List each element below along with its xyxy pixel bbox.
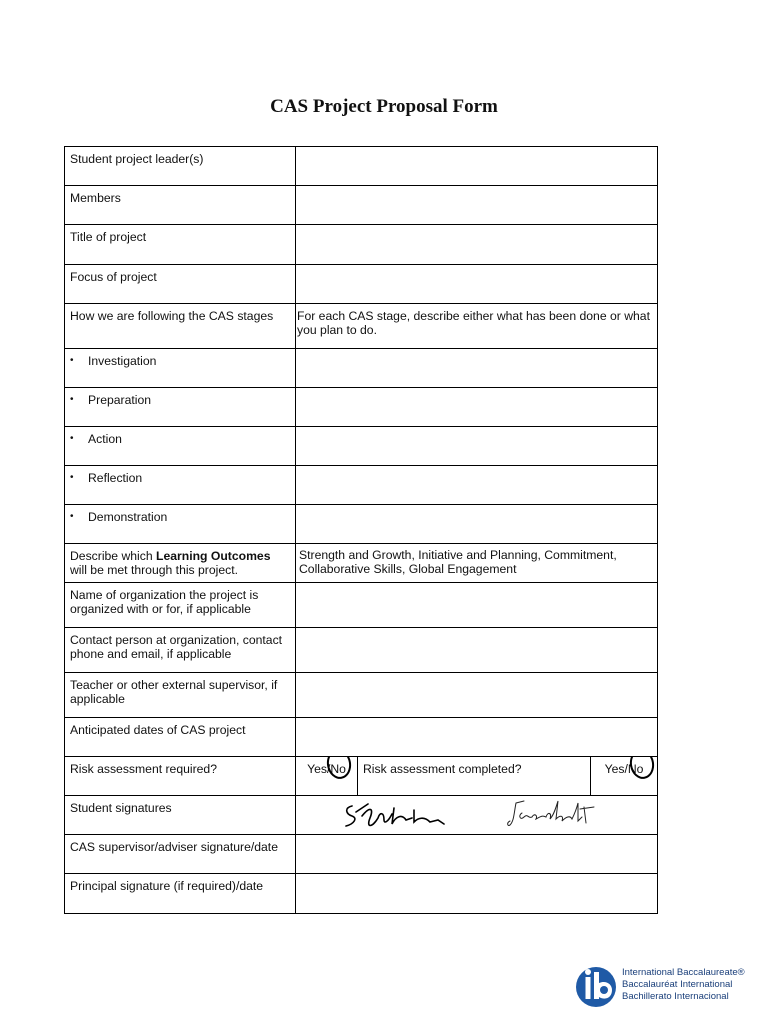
row-action xyxy=(65,427,658,466)
project-title-field[interactable] xyxy=(296,225,658,265)
row-stages xyxy=(65,304,658,349)
row-cas-signature xyxy=(65,835,658,874)
outcomes-label: Describe which Learning Outcomes will be met through this project. xyxy=(65,544,296,583)
investigation-field[interactable] xyxy=(296,349,658,388)
risk-completed-label: Risk assessment completed? xyxy=(358,757,591,796)
row-focus xyxy=(65,265,658,304)
row-organization xyxy=(65,583,658,628)
focus-field[interactable] xyxy=(296,265,658,304)
row-student-signatures xyxy=(65,796,658,835)
action-field[interactable] xyxy=(296,427,658,466)
leaders-label: Student project leader(s) xyxy=(65,147,296,186)
preparation-field[interactable] xyxy=(296,388,658,427)
demonstration-field[interactable] xyxy=(296,505,658,544)
dates-field[interactable] xyxy=(296,718,658,757)
row-supervisor xyxy=(65,673,658,718)
bullet-icon: • xyxy=(70,355,74,366)
ib-logo-icon xyxy=(574,966,620,1008)
row-dates xyxy=(65,718,658,757)
row-contact xyxy=(65,628,658,673)
leaders-field[interactable] xyxy=(296,147,658,186)
student-signatures-field[interactable] xyxy=(296,796,658,835)
reflection-field[interactable] xyxy=(296,466,658,505)
risk-completed-toggle[interactable]: Yes/No xyxy=(591,757,658,796)
proposal-table xyxy=(64,146,658,914)
supervisor-field[interactable] xyxy=(296,673,658,718)
risk-required-toggle[interactable]: Yes/No xyxy=(296,757,358,796)
dates-label: Anticipated dates of CAS project xyxy=(65,718,296,757)
row-investigation xyxy=(65,349,658,388)
organization-label: Name of organization the project is organized with or for, if applicable xyxy=(65,583,296,628)
organization-field[interactable] xyxy=(296,583,658,628)
principal-signature-label: Principal signature (if required)/date xyxy=(65,874,296,914)
cas-signature-label: CAS supervisor/adviser signature/date xyxy=(65,835,296,874)
bullet-icon: • xyxy=(70,511,74,522)
row-preparation xyxy=(65,388,658,427)
stages-instructions: For each CAS stage, describe either what has been done or what you plan to do. xyxy=(296,304,658,349)
members-label: Members xyxy=(65,186,296,225)
principal-signature-field[interactable] xyxy=(296,874,658,914)
row-leaders xyxy=(65,147,658,186)
circle-mark-icon xyxy=(325,757,354,781)
signature-2-icon xyxy=(506,797,598,833)
student-signatures-label: Student signatures xyxy=(65,796,296,835)
preparation-label: • Preparation xyxy=(65,388,296,427)
contact-label: Contact person at organization, contact phone and email, if applicable xyxy=(65,628,296,673)
form-title: CAS Project Proposal Form xyxy=(270,96,498,117)
action-label: • Action xyxy=(65,427,296,466)
bullet-icon: • xyxy=(70,433,74,444)
ib-logo xyxy=(574,966,754,1006)
row-demonstration xyxy=(65,505,658,544)
reflection-label: • Reflection xyxy=(65,466,296,505)
contact-field[interactable] xyxy=(296,628,658,673)
row-members xyxy=(65,186,658,225)
cas-signature-field[interactable] xyxy=(296,835,658,874)
row-reflection xyxy=(65,466,658,505)
demonstration-label: • Demonstration xyxy=(65,505,296,544)
row-title xyxy=(65,225,658,265)
signature-1-icon xyxy=(340,798,452,834)
outcomes-label-bold: Learning Outcomes xyxy=(156,549,271,563)
row-risk xyxy=(65,757,658,796)
outcomes-field[interactable]: Strength and Growth, Initiative and Planning, Commitment, Collaborative Skills, Global Engagement xyxy=(296,544,658,583)
stages-label: How we are following the CAS stages xyxy=(65,304,296,349)
supervisor-label: Teacher or other external supervisor, if applicable xyxy=(65,673,296,718)
members-field[interactable] xyxy=(296,186,658,225)
row-principal-signature xyxy=(65,874,658,914)
bullet-icon: • xyxy=(70,472,74,483)
bullet-icon: • xyxy=(70,394,74,405)
project-title-label: Title of project xyxy=(65,225,296,265)
circle-mark-icon xyxy=(628,757,657,781)
risk-required-label: Risk assessment required? xyxy=(65,757,296,796)
investigation-label: • Investigation xyxy=(65,349,296,388)
ib-logo-text: International Baccalaureate® Baccalauréat International Bachillerato Internacional xyxy=(622,967,745,1002)
row-outcomes xyxy=(65,544,658,583)
focus-label: Focus of project xyxy=(65,265,296,304)
